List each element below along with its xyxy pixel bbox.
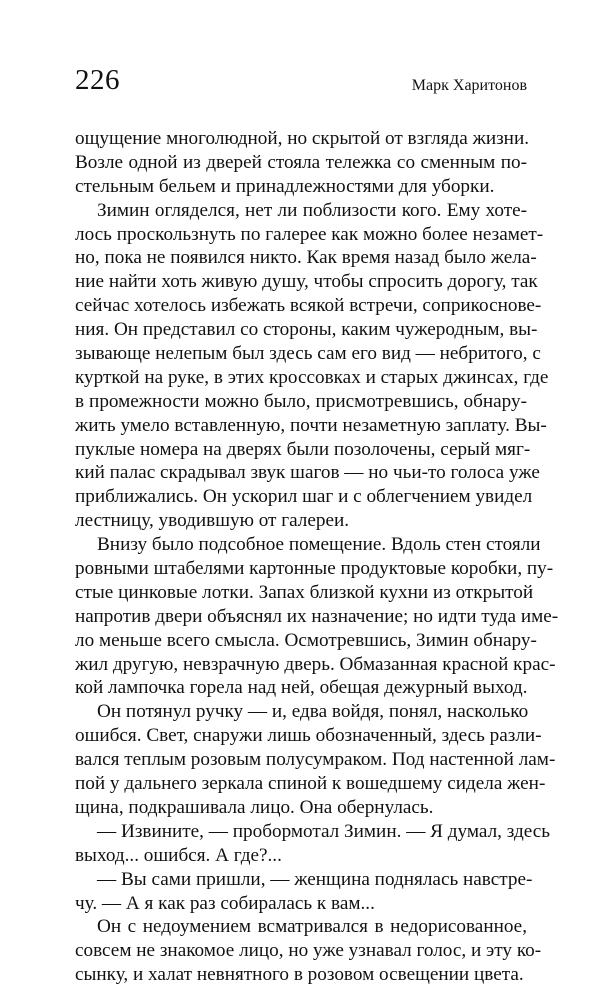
text-line: но, пока не появился никто. Как время назад было жела- [75, 247, 537, 269]
text-line: жил другую, невзрачную дверь. Обмазанная красной крас- [75, 653, 556, 675]
text-line: жить умело вставленную, почти незаметную заплату. Вы- [75, 414, 547, 436]
text-line: стельным бельем и принадлежностями для уборки. [75, 175, 495, 197]
text-line: Возле одной из дверей стояла тележка со сменным по- [75, 151, 527, 173]
running-head-author: Марк Харитонов [411, 77, 527, 94]
text-line: — Извините, — пробормотал Зимин. — Я думал, здесь [97, 820, 550, 842]
text-line: ровными штабелями картонные продуктовые коробки, пу- [75, 558, 554, 580]
text-line: стые цинковые лотки. Запах близкой кухни из открытой [75, 581, 534, 603]
text-line: ния. Он представил со стороны, каким чужеродным, вы- [75, 319, 538, 341]
text-line: — Вы сами пришли, — женщина поднялась навстре- [97, 868, 533, 890]
text-line: кой лампочка горела над ней, обещая дежурный выход. [75, 677, 528, 699]
text-line: Зимин огляделся, нет ли поблизости кого. Ему хоте- [97, 199, 527, 221]
text-line: в промежности можно было, присмотревшись, обнару- [75, 390, 527, 412]
text-line: кий палас скрадывал звук шагов — но чьи-то голоса уже [75, 462, 540, 484]
text-line: выход... ошибся. А где?... [75, 844, 282, 866]
page-number: 226 [75, 64, 120, 96]
text-line: ошибся. Свет, снаружи лишь обозначенный, здесь разли- [75, 725, 542, 747]
text-line: сейчас хотелось избежать всякой встречи, соприкоснове- [75, 295, 542, 317]
text-line: лестницу, уводившую от галереи. [75, 510, 350, 532]
text-line: щина, подкрашивала лицо. Она обернулась. [75, 796, 434, 818]
body-text [75, 127, 559, 987]
text-line: сынку, и халат невнятного в розовом освещении цвета. [75, 964, 524, 986]
text-line: напротив двери объяснял их назначение; но идти туда име- [75, 605, 559, 627]
text-line: вался теплым розовым полусумраком. Под настенной лам- [75, 749, 556, 771]
text-line: ощущение многолюдной, но скрытой от взгляда жизни. [75, 128, 530, 149]
text-line: чу. — А я как раз собиралась к вам... [75, 892, 375, 914]
text-line: приближались. Он ускорил шаг и с облегчением увидел [75, 486, 533, 508]
text-line: совсем не знакомое лицо, но уже узнавал голос, и эту ко- [75, 940, 542, 962]
text-line: Он потянул ручку — и, едва войдя, понял, насколько [97, 701, 529, 723]
text-line: курткой на руке, в этих кроссовках и старых джинсах, где [75, 366, 549, 388]
text-line: пуклые номера на дверях были позолочены, серый мяг- [75, 438, 531, 460]
text-line: пой у дальнего зеркала спиной к вошедшему сидела жен- [75, 773, 546, 795]
text-line: лось проскользнуть по галерее как можно более незамет- [75, 223, 544, 245]
text-line: ло меньше всего смысла. Осмотревшись, Зимин обнару- [75, 629, 537, 651]
text-line: ние найти хоть живую душу, чтобы спросить дорогу, так [75, 271, 538, 293]
text-line: зывающе нелепым был здесь сам его вид — небритого, с [75, 343, 541, 365]
text-line: Он с недоумением всматривался в недорисованное, [97, 916, 527, 938]
text-line: Внизу было подсобное помещение. Вдоль стен стояли [97, 534, 541, 556]
